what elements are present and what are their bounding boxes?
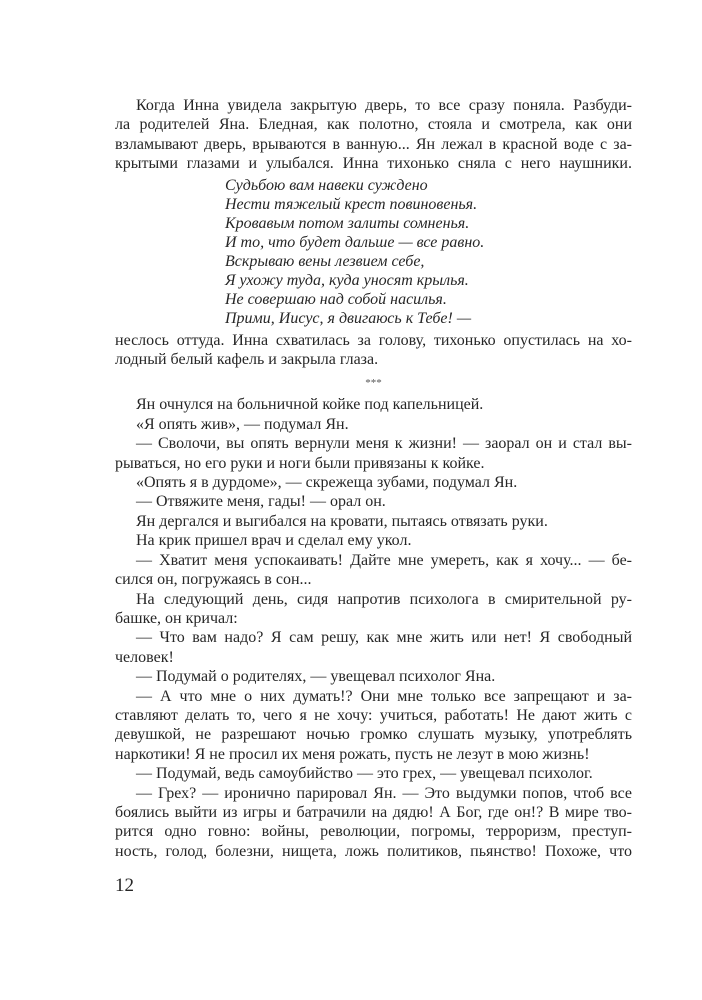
text-line: лодный белый кафель и закрыла глаза.	[115, 351, 379, 369]
text-line: ла родителей Яна. Бледная, как полотно, стояла и смотрела, как они	[115, 116, 632, 134]
text-line: — Подумай, ведь самоубийство — это грех, — увещевал психолог.	[136, 765, 593, 783]
text-line: Ян дергался и выгибался на кровати, пытаясь отвязать руки.	[136, 512, 548, 530]
poem-line: Кровавым потом залиты сомненья.	[225, 214, 470, 232]
text-line: рываться, но его руки и ноги были привязаны к койке.	[115, 454, 485, 472]
text-line: крытыми глазами и улыбался. Инна тихонько сняла с него наушники.	[115, 155, 632, 173]
text-line: — Отвяжите меня, гады! — орал он.	[136, 493, 386, 511]
text-line: — Хватит меня успокаивать! Дайте мне умереть, как я хочу... — бе-	[136, 551, 632, 569]
poem-line: Я ухожу туда, куда уносят крылья.	[225, 271, 469, 289]
page-number: 12	[115, 875, 134, 897]
paragraph	[115, 96, 632, 174]
text-line: — А что мне о них думать!? Они мне только все запрещают и за-	[136, 687, 632, 705]
poem-line: Не совершаю над собой насилья.	[225, 290, 447, 308]
poem-verse	[115, 176, 632, 328]
text-line: ставляют делать то, чего я не хочу: учиться, работать! Не дают жить с	[115, 706, 632, 724]
text-line: сился он, погружаясь в сон...	[115, 571, 312, 589]
poem-line: Судьбою вам навеки суждено	[225, 176, 428, 194]
text-line: — Грех? — иронично парировал Ян. — Это выдумки попов, чтоб все	[136, 784, 632, 802]
text-line: Ян очнулся на больничной койке под капельницей.	[136, 396, 484, 414]
text-line: «Я опять жив», — подумал Ян.	[136, 415, 349, 433]
text-line: — Что вам надо? Я сам решу, как мне жить или нет! Я свободный	[136, 629, 632, 647]
text-line: Когда Инна увидела закрытую дверь, то все сразу поняла. Разбуди-	[136, 97, 632, 114]
paragraph	[115, 331, 632, 370]
text-line: На крик пришел врач и сделал ему укол.	[136, 532, 412, 550]
section-separator: ***	[365, 377, 382, 390]
text-line: — Подумай о родителях, — увещевал психолог Яна.	[136, 668, 496, 686]
poem-line: Нести тяжелый крест повиновенья.	[225, 195, 478, 213]
text-line: рится одно говно: войны, революции, погромы, терроризм, преступ-	[115, 823, 632, 841]
text-line: ность, голод, болезни, нищета, ложь политиков, пьянство! Похоже, что	[115, 842, 632, 860]
text-line: взламывают дверь, врываются в ванную... Ян лежал в красной воде с за-	[115, 135, 632, 153]
text-line: девушкой, не разрешают ночью громко слушать музыку, употреблять	[115, 726, 632, 744]
section-text	[115, 395, 632, 861]
text-line: неслось оттуда. Инна схватилась за голову, тихонько опустилась на хо-	[115, 331, 632, 349]
text-line: башке, он кричал:	[115, 609, 238, 627]
text-line: «Опять я в дурдоме», — скрежеща зубами, подумал Ян.	[136, 474, 518, 492]
text-line: — Сволочи, вы опять вернули меня к жизни! — заорал он и стал вы-	[136, 435, 632, 453]
book-page-text	[115, 96, 632, 897]
poem-line: Прими, Иисус, я двигаюсь к Тебе! —	[225, 309, 472, 327]
text-line: человек!	[115, 648, 174, 666]
text-line: наркотики! Я не просил их меня рожать, пусть не лезут в мою жизнь!	[115, 745, 590, 763]
poem-line: Вскрываю вены лезвием себе,	[225, 252, 425, 270]
text-line: боялись выйти из игры и батрачили на дядю! А Бог, где он!? В мире тво-	[115, 803, 632, 821]
poem-line: И то, что будет дальше — все равно.	[225, 233, 485, 251]
text-line: На следующий день, сидя напротив психолога в смирительной ру-	[136, 590, 632, 608]
